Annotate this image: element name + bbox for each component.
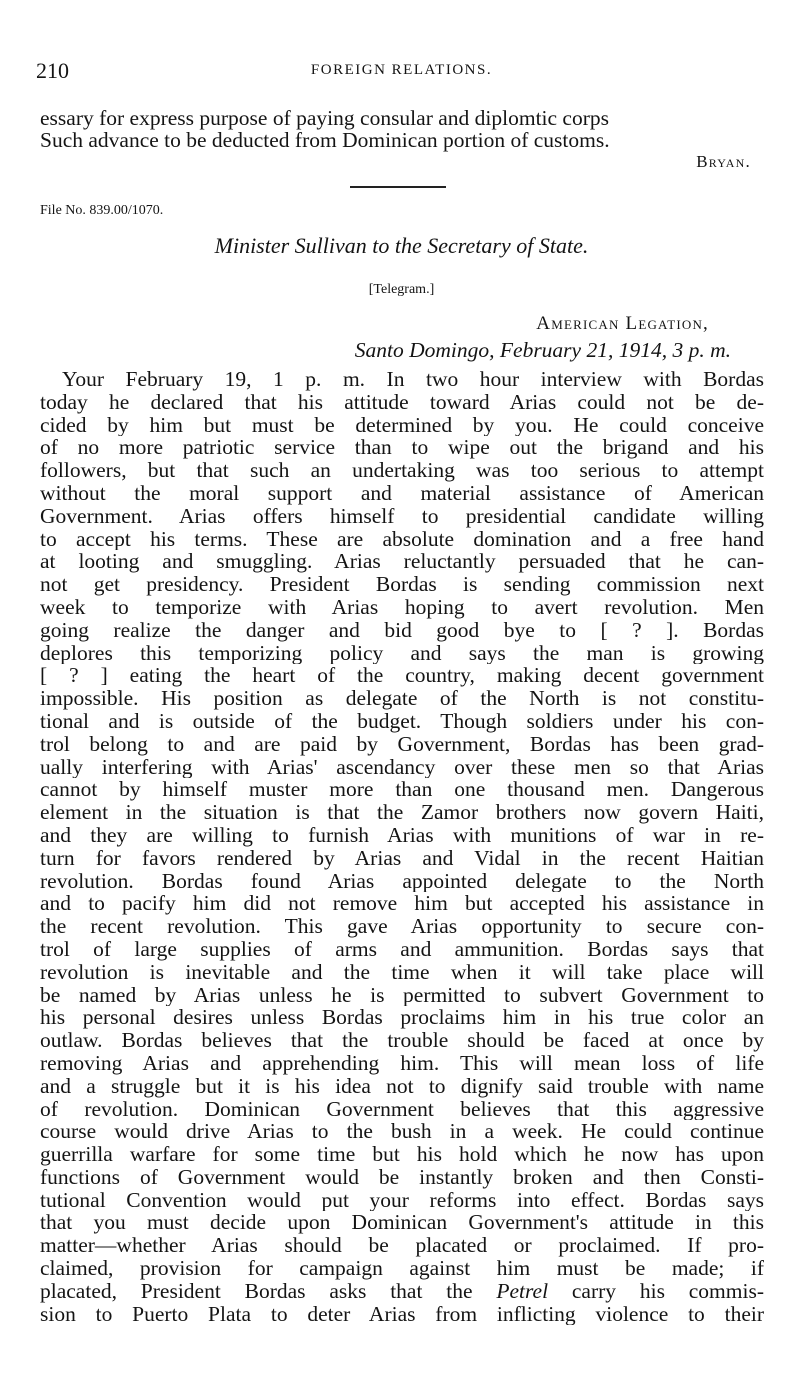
signature: Bryan. xyxy=(696,152,751,171)
body-text-segment: placated, President Bordas asks that the xyxy=(40,1279,497,1303)
running-head: FOREIGN RELATIONS. xyxy=(310,62,493,78)
body-line: matter—whether Arias should be placated or proclaimed. If pro- xyxy=(40,1234,764,1258)
body-line: cided by him but must be determined by you. He could conceive xyxy=(40,413,764,437)
body-line: element in the situation is that the Zamor brothers now govern Haiti, xyxy=(40,801,764,824)
origin-line: American Legation, xyxy=(536,313,709,334)
carryover-line: essary for express purpose of paying consular and diplomtic corps xyxy=(40,106,610,130)
body-line: impossible. His position as delegate of the North is not constitu- xyxy=(40,687,764,710)
body-line: not get presidency. President Bordas is sending commission next xyxy=(40,573,764,596)
body-line xyxy=(40,1280,764,1303)
body-line: of no more patriotic service than to wipe out the brigand and his xyxy=(40,436,764,460)
body-line: [ ? ] eating the heart of the country, making decent government xyxy=(40,664,764,688)
body-line: the recent revolution. This gave Arias opportunity to secure con- xyxy=(40,915,764,938)
body-line: deplores this temporizing policy and says the man is growing xyxy=(40,641,764,665)
body-line: Government. Arias offers himself to presidential candidate willing xyxy=(40,504,764,528)
ship-name: Petrel xyxy=(496,1279,549,1303)
body-line: at looting and smuggling. Arias reluctantly persuaded that he can- xyxy=(40,550,764,574)
document-title: Minister Sullivan to the Secretary of State. xyxy=(214,233,589,258)
body-line: today he declared that his attitude toward Arias could not be de- xyxy=(40,390,764,414)
body-line: to accept his terms. These are absolute domination and a free hand xyxy=(40,527,764,551)
body-line: cannot by himself muster more than one thousand men. Dangerous xyxy=(40,778,764,802)
body-line: going realize the danger and bid good bye to [ ? ]. Bordas xyxy=(40,618,764,642)
body-line: trol of large supplies of arms and ammunition. Bordas says that xyxy=(40,937,764,961)
body-line: ually interfering with Arias' ascendancy over these men so that Arias xyxy=(40,755,764,779)
body-line: claimed, provision for campaign against him must be made; if xyxy=(40,1257,764,1280)
body-line: and they are willing to furnish Arias with munitions of war in re- xyxy=(40,823,764,847)
section-divider xyxy=(350,186,446,188)
body-line: of revolution. Dominican Government believes that this aggressive xyxy=(40,1097,764,1121)
body-line: followers, but that such an undertaking was too serious to attempt xyxy=(40,459,764,482)
body-line: week to temporize with Arias hoping to avert revolution. Men xyxy=(40,595,764,619)
body-line: be named by Arias unless he is permitted to subvert Government to xyxy=(40,983,764,1007)
carryover-line: Such advance to be deducted from Dominican portion of customs. xyxy=(40,128,610,152)
dateline: Santo Domingo, February 21, 1914, 3 p. m. xyxy=(354,338,731,362)
body-line: turn for favors rendered by Arias and Vidal in the recent Haitian xyxy=(40,846,764,870)
body-line: his personal desires unless Bordas proclaims him in his true color an xyxy=(40,1006,764,1030)
body-line: removing Arias and apprehending him. This will mean loss of life xyxy=(40,1051,764,1075)
body-line: functions of Government would be instantly broken and then Consti- xyxy=(40,1165,764,1189)
body-line: revolution is inevitable and the time when it will take place will xyxy=(40,960,764,984)
body-line: trol belong to and are paid by Government, Bordas has been grad- xyxy=(40,732,764,756)
file-number: File No. 839.00/1070. xyxy=(40,203,164,218)
body-text-segment: carry his commis- xyxy=(548,1279,764,1303)
body-line: guerrilla warfare for some time but his hold which he now has upon xyxy=(40,1143,764,1166)
body-line: tutional Convention would put your reforms into effect. Bordas says xyxy=(40,1188,764,1212)
body-line: without the moral support and material assistance of American xyxy=(40,481,764,505)
body-line: course would drive Arias to the bush in a week. He could continue xyxy=(40,1120,764,1144)
body-line: revolution. Bordas found Arias appointed delegate to the North xyxy=(40,869,764,893)
body-line: that you must decide upon Dominican Government's attitude in this xyxy=(40,1211,764,1235)
page-number: 210 xyxy=(36,58,69,83)
body-line: and to pacify him did not remove him but accepted his assistance in xyxy=(40,892,764,916)
body-line: tional and is outside of the budget. Though soldiers under his con- xyxy=(40,709,764,733)
body-line: and a struggle but it is his idea not to dignify said trouble with name xyxy=(40,1074,764,1098)
body-line: Your February 19, 1 p. m. In two hour interview with Bordas xyxy=(62,368,764,391)
body-line: outlaw. Bordas believes that the trouble should be faced at once by xyxy=(40,1029,764,1052)
body-line: sion to Puerto Plata to deter Arias from inflicting violence to their xyxy=(40,1302,764,1326)
telegram-body xyxy=(40,368,764,1325)
telegram-label: [Telegram.] xyxy=(368,282,435,297)
